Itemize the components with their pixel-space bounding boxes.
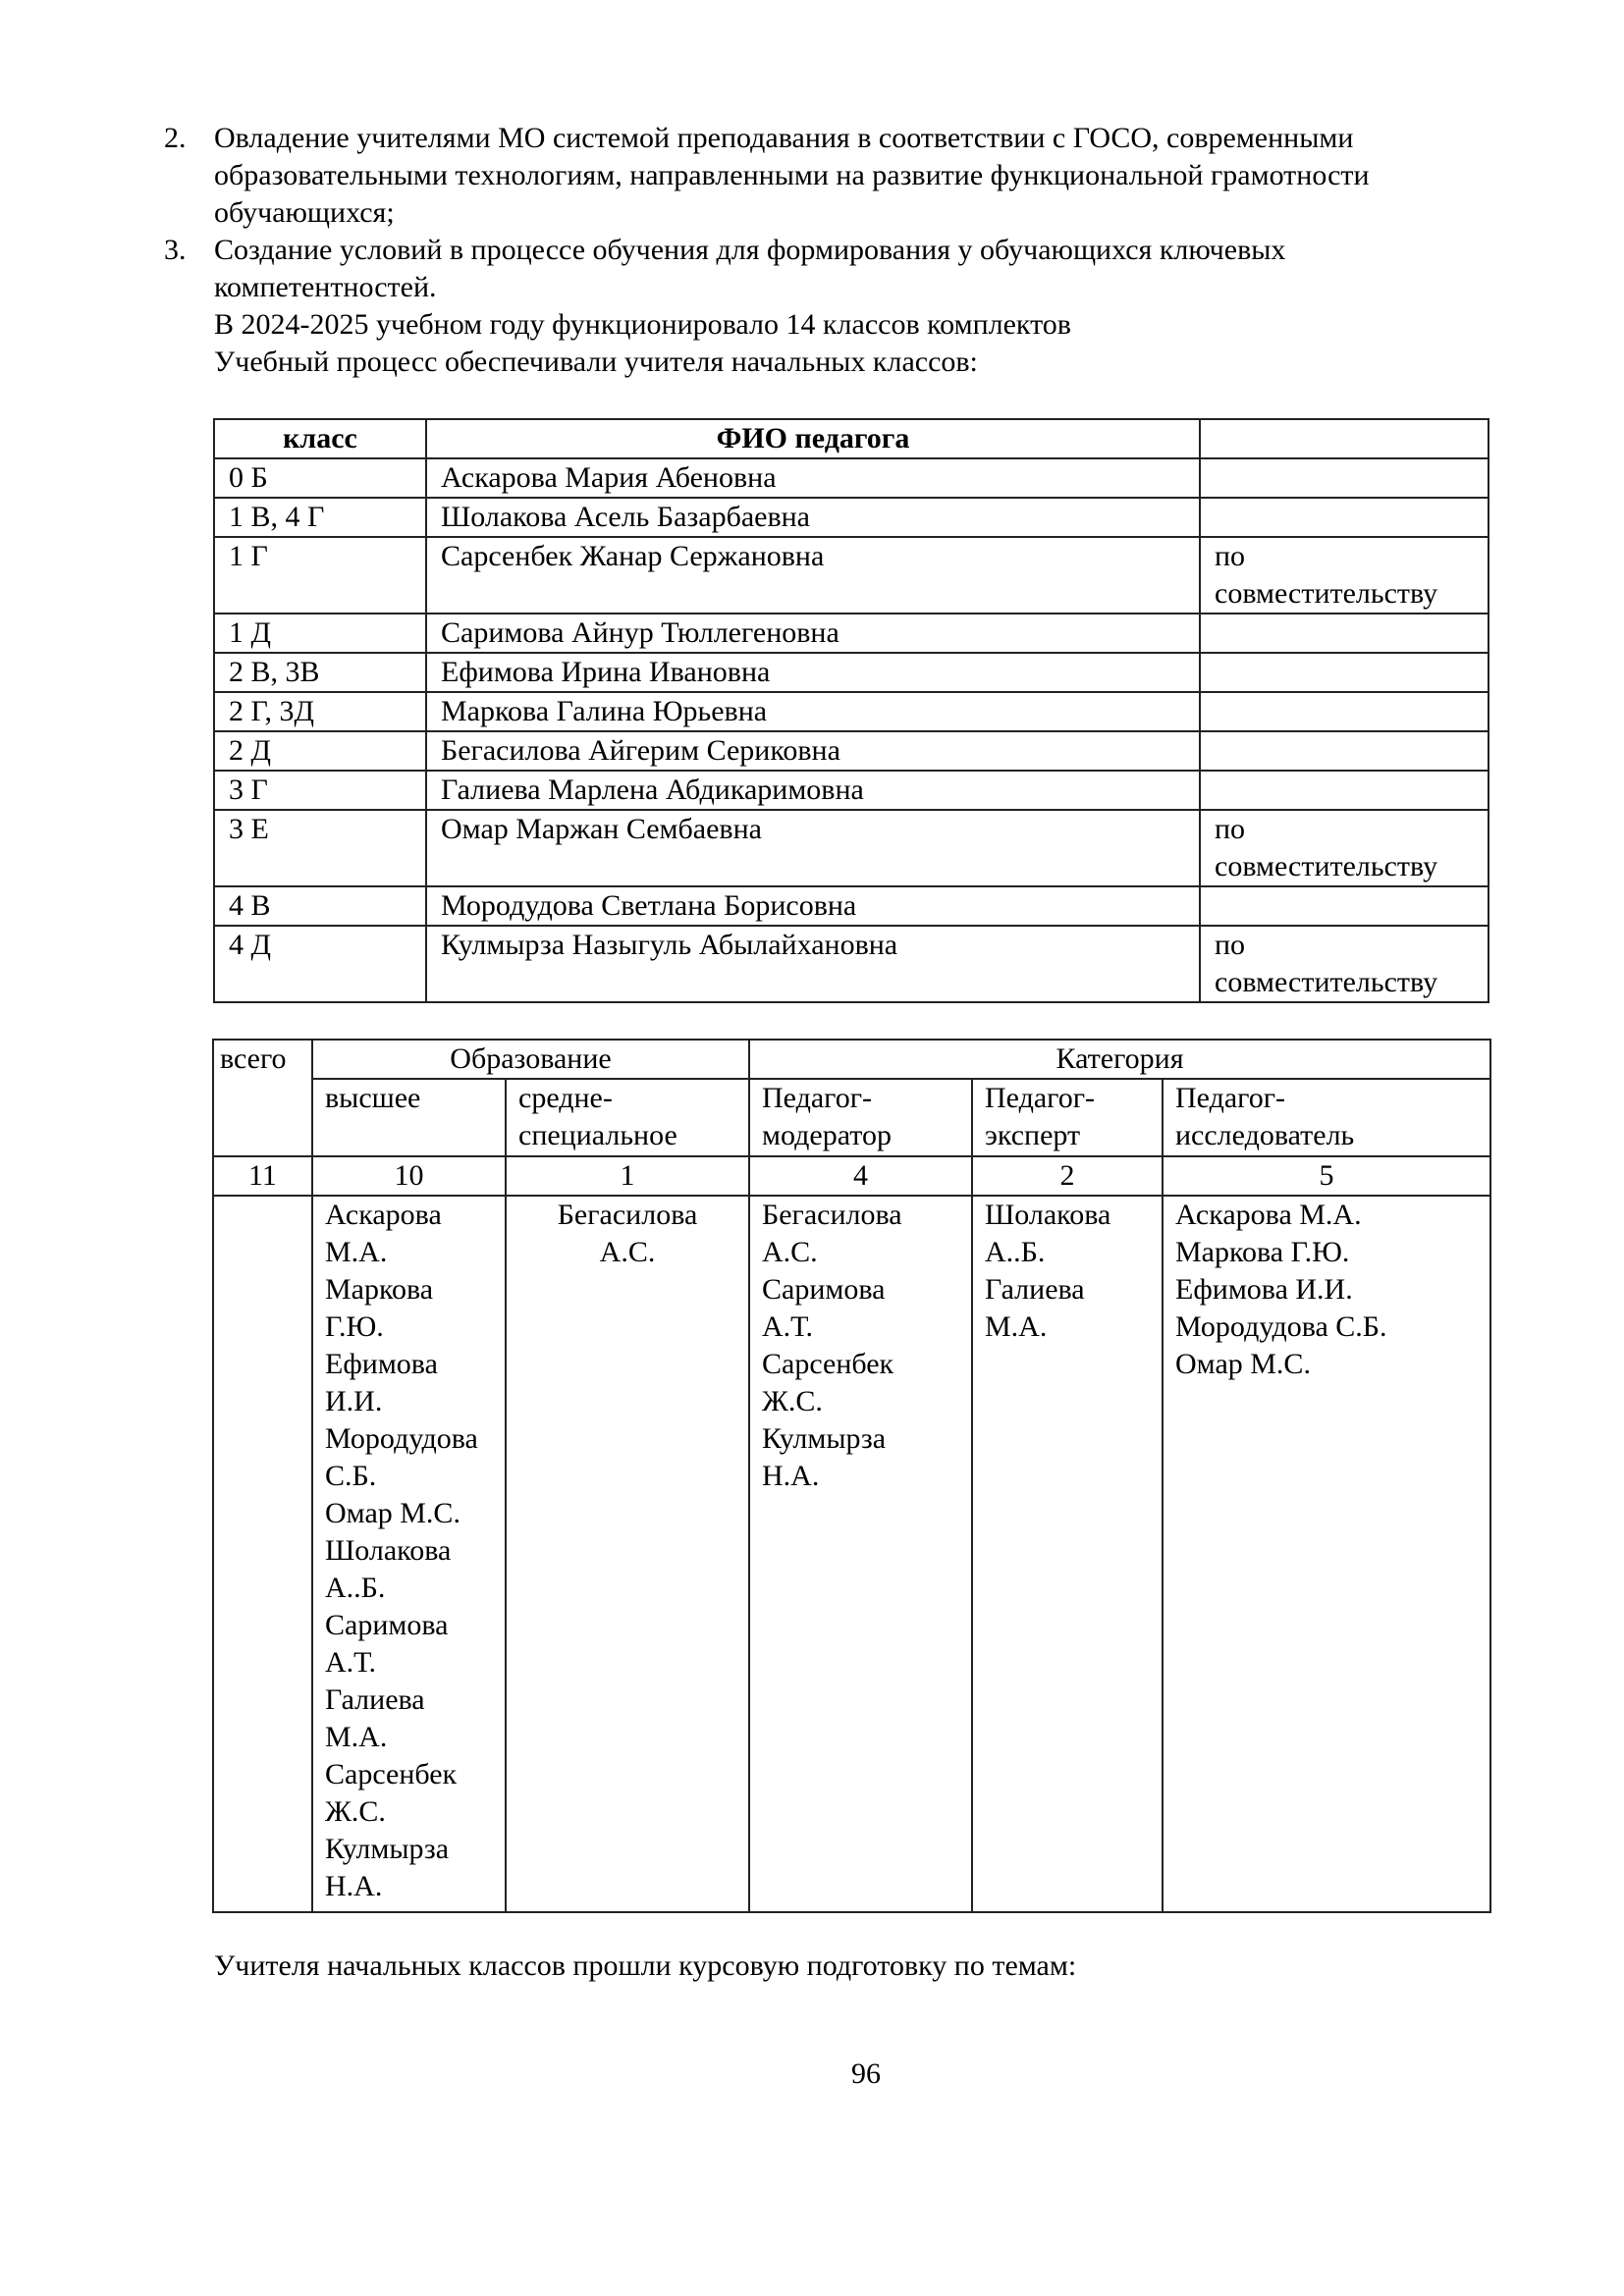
teacher-initials: Ефимова И.И. [1175,1273,1353,1306]
teacher-initials: Саримова [762,1273,886,1306]
count-cell: 1 [506,1156,749,1196]
class-cell: 4 В [214,886,426,926]
teacher-initials: Ефимова [325,1348,438,1380]
category-header: Категория [749,1040,1490,1079]
class-cell: 3 Г [214,771,426,810]
note-cell [1200,886,1489,926]
teachers-table [213,418,1489,1003]
names-cell [749,1196,972,1912]
teacher-initials: Омар М.С. [1175,1348,1311,1380]
subheader-line: средне- [518,1082,613,1114]
table-counts-row [213,1156,1490,1196]
paragraph: Учебный процесс обеспечивали учителя начальных классов: [214,346,978,378]
subheader-line: специальное [518,1119,677,1151]
teacher-name-cell: Галиева Марлена Абдикаримовна [426,771,1200,810]
class-cell: 1 В, 4 Г [214,498,426,537]
paragraph: В 2024-2025 учебном году функционировало 14 классов комплектов [214,308,1071,341]
teacher-initials: С.Б. [325,1460,377,1492]
note-cell [1200,537,1489,614]
teacher-initials: А.С. [762,1236,818,1268]
class-cell: 2 Д [214,731,426,771]
teacher-initials: Галиева [985,1273,1085,1306]
closing-paragraph: Учителя начальных классов прошли курсовую подготовку по темам: [214,1949,1077,1982]
table-row [214,653,1489,692]
count-cell: 5 [1163,1156,1490,1196]
subheader-line: Педагог- [762,1082,873,1114]
researcher-header [1163,1079,1490,1156]
teacher-initials: Кулмырза [325,1833,450,1865]
count-cell: 10 [312,1156,506,1196]
note-cell [1200,926,1489,1002]
teacher-initials: М.А. [325,1721,388,1753]
class-cell: 3 Е [214,810,426,886]
teacher-initials: Шолакова [985,1199,1111,1231]
teacher-initials: Бегасилова [762,1199,902,1231]
teacher-name-cell: Омар Маржан Сембаевна [426,810,1200,886]
count-cell: 2 [972,1156,1163,1196]
list-number: 3. [164,234,187,266]
teacher-initials: Маркова Г.Ю. [1175,1236,1350,1268]
teacher-initials: М.А. [985,1310,1048,1343]
teacher-initials: Галиева [325,1683,425,1716]
teacher-initials: Бегасилова [557,1199,698,1231]
note-line: по [1215,813,1246,845]
column-header-note [1200,419,1489,458]
class-cell: 1 Г [214,537,426,614]
teacher-initials: А..Б. [985,1236,1046,1268]
class-cell: 2 Г, 3Д [214,692,426,731]
teacher-initials: М.А. [325,1236,388,1268]
teacher-initials: А.С. [599,1236,656,1268]
note-line: совместительству [1215,966,1438,998]
teacher-initials: Ж.С. [762,1385,823,1417]
teacher-initials: А..Б. [325,1572,386,1604]
names-cell [1163,1196,1490,1912]
table-header-row [214,419,1489,458]
teacher-name-cell: Ефимова Ирина Ивановна [426,653,1200,692]
teacher-name-cell: Сарсенбек Жанар Сержановна [426,537,1200,614]
count-cell: 11 [213,1156,312,1196]
note-cell [1200,614,1489,653]
teacher-initials: Сарсенбек [325,1758,458,1790]
list-item-text: обучающихся; [214,196,395,229]
subheader-line: эксперт [985,1119,1081,1151]
teacher-name-cell: Маркова Галина Юрьевна [426,692,1200,731]
note-cell [1200,458,1489,498]
teacher-initials: А.Т. [325,1646,376,1679]
note-line: по [1215,929,1246,961]
teacher-initials: Маркова [325,1273,434,1306]
page-number: 96 [851,2057,881,2090]
table-row [214,731,1489,771]
teacher-initials: Мородудова С.Б. [1175,1310,1387,1343]
subheader-line: Педагог- [1175,1082,1286,1114]
names-cell [312,1196,506,1912]
teacher-initials: И.И. [325,1385,383,1417]
total-header: всего [213,1040,312,1156]
expert-header [972,1079,1163,1156]
table-row [214,458,1489,498]
table-row [214,498,1489,537]
teachers-table-body [214,458,1489,1002]
table-row [214,886,1489,926]
class-cell: 2 В, 3В [214,653,426,692]
class-cell: 1 Д [214,614,426,653]
teacher-initials: Мородудова [325,1422,478,1455]
subheader-line: высшее [325,1082,421,1114]
list-item-text: Создание условий в процессе обучения для формирования у обучающихся ключевых [214,234,1286,266]
higher-education-header [312,1079,506,1156]
table-row [214,537,1489,614]
teacher-initials: Н.А. [325,1870,383,1902]
count-cell: 4 [749,1156,972,1196]
column-header-teacher-name: ФИО педагога [426,419,1200,458]
teacher-initials: Шолакова [325,1534,452,1567]
table-row [214,926,1489,1002]
teacher-name-cell: Мородудова Светлана Борисовна [426,886,1200,926]
note-line: по [1215,540,1246,572]
class-cell: 4 Д [214,926,426,1002]
teacher-initials: Ж.С. [325,1795,386,1828]
secondary-special-header [506,1079,749,1156]
subheader-line: модератор [762,1119,892,1151]
teacher-initials: А.Т. [762,1310,813,1343]
list-item-text: компетентностей. [214,271,437,303]
education-category-table [212,1039,1491,1913]
note-cell [1200,731,1489,771]
teacher-initials: Аскарова [325,1199,442,1231]
teacher-name-cell: Шолакова Асель Базарбаевна [426,498,1200,537]
table-subheader-row [213,1079,1490,1156]
teacher-name-cell: Саримова Айнур Тюллегеновна [426,614,1200,653]
teacher-initials: Аскарова М.А. [1175,1199,1362,1231]
list-number: 2. [164,122,187,154]
teacher-initials: Саримова [325,1609,449,1641]
teacher-name-cell: Кулмырза Назыгуль Абылайхановна [426,926,1200,1002]
moderator-header [749,1079,972,1156]
names-cell [506,1196,749,1912]
table-row [214,810,1489,886]
note-line: совместительству [1215,850,1438,882]
table-row [214,771,1489,810]
class-cell: 0 Б [214,458,426,498]
teacher-name-cell: Бегасилова Айгерим Сериковна [426,731,1200,771]
table-row [214,692,1489,731]
column-header-class: класс [214,419,426,458]
note-cell [1200,771,1489,810]
note-cell [1200,653,1489,692]
teacher-initials: Сарсенбек [762,1348,894,1380]
list-item-text: образовательными технологиям, направленными на развитие функциональной грамотности [214,159,1370,191]
note-cell [1200,692,1489,731]
table-row [214,614,1489,653]
teacher-initials: Омар М.С. [325,1497,460,1529]
teacher-initials: Г.Ю. [325,1310,384,1343]
note-cell [1200,810,1489,886]
teacher-initials: Н.А. [762,1460,820,1492]
names-cell [213,1196,312,1912]
note-cell [1200,498,1489,537]
table-names-row [213,1196,1490,1912]
list-item-text: Овладение учителями МО системой преподавания в соответствии с ГОСО, современными [214,122,1354,154]
subheader-line: исследователь [1175,1119,1355,1151]
subheader-line: Педагог- [985,1082,1096,1114]
table-header-row [213,1040,1490,1079]
names-cell [972,1196,1163,1912]
teacher-initials: Кулмырза [762,1422,887,1455]
education-header: Образование [312,1040,749,1079]
teacher-name-cell: Аскарова Мария Абеновна [426,458,1200,498]
note-line: совместительству [1215,577,1438,610]
